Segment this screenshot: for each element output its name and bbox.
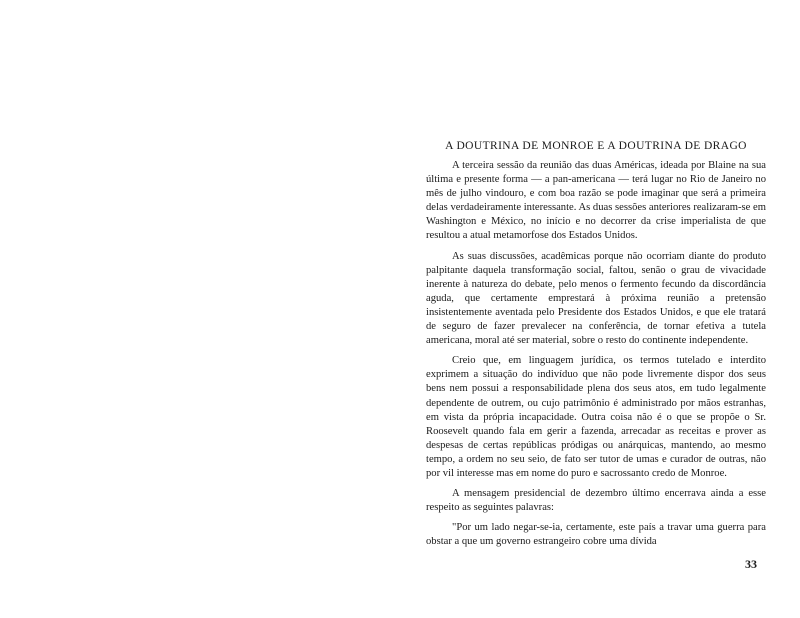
paragraph-3: Creio que, em linguagem jurídica, os termos tutelado e interdito exprimem a situação do indivíduo que não pode livremente dispor dos seus bens nem possui a responsabilidade plena dos seus atos, em tudo legalmente dependente de outrem, ou cujo patrimônio é administrado por mãos estranhas, em vista da própria incapacidade. Outra coisa não é o que se propõe o Sr. Roosevelt quando fala em gerir a fazenda, arrecadar as receitas e prover as despesas de certas repúblicas pródigas ou anárquicas, mantendo, ao mesmo tempo, a ordem no seu seio, de fato ser tutor de umas e curador de outras, não por vil interesse mas em nome do puro e sacrossanto credo de Monroe. — [426, 355, 766, 479]
paragraph-2: As suas discussões, acadêmicas porque não ocorriam diante do produto palpitante daquela transformação social, faltou, senão o grau de vivacidade inerente à natureza do debate, pelo menos o fermento fecundo da discordância aguda, que certamente emprestará à próxima reunião a pretensão insistentemente aventada pelo Presidente dos Estados Unidos, e que ele tratará de seguro de fazer prevalecer na conferência, de tornar efetiva a tutela americana, moral até ser material, sobre o resto do continente independente. — [426, 250, 766, 347]
chapter-heading: A DOUTRINA DE MONROE E A DOUTRINA DE DRAGO — [445, 140, 747, 152]
book-page-right — [426, 140, 766, 555]
paragraph-4: A mensagem presidencial de dezembro último encerrava ainda a esse respeito as seguintes palavras: — [426, 488, 766, 514]
page-number: 33 — [745, 557, 757, 571]
paragraph-5-quote: "Por um lado negar-se-ia, certamente, este país a travar uma guerra para obstar a que um governo estrangeiro cobre uma dívida — [426, 522, 766, 548]
paragraph-1: A terceira sessão da reunião das duas Américas, ideada por Blaine na sua última e presente forma — a pan-americana — terá lugar no Rio de Janeiro no mês de julho vindouro, e com boa razão se pode imaginar que será a primeira delas verdadeiramente interessante. As duas sessões anteriores realizaram-se em Washington e México, no início e no decorrer da crise imperialista de que resultou a atual metamorfose dos Estados Unidos. — [426, 160, 766, 242]
